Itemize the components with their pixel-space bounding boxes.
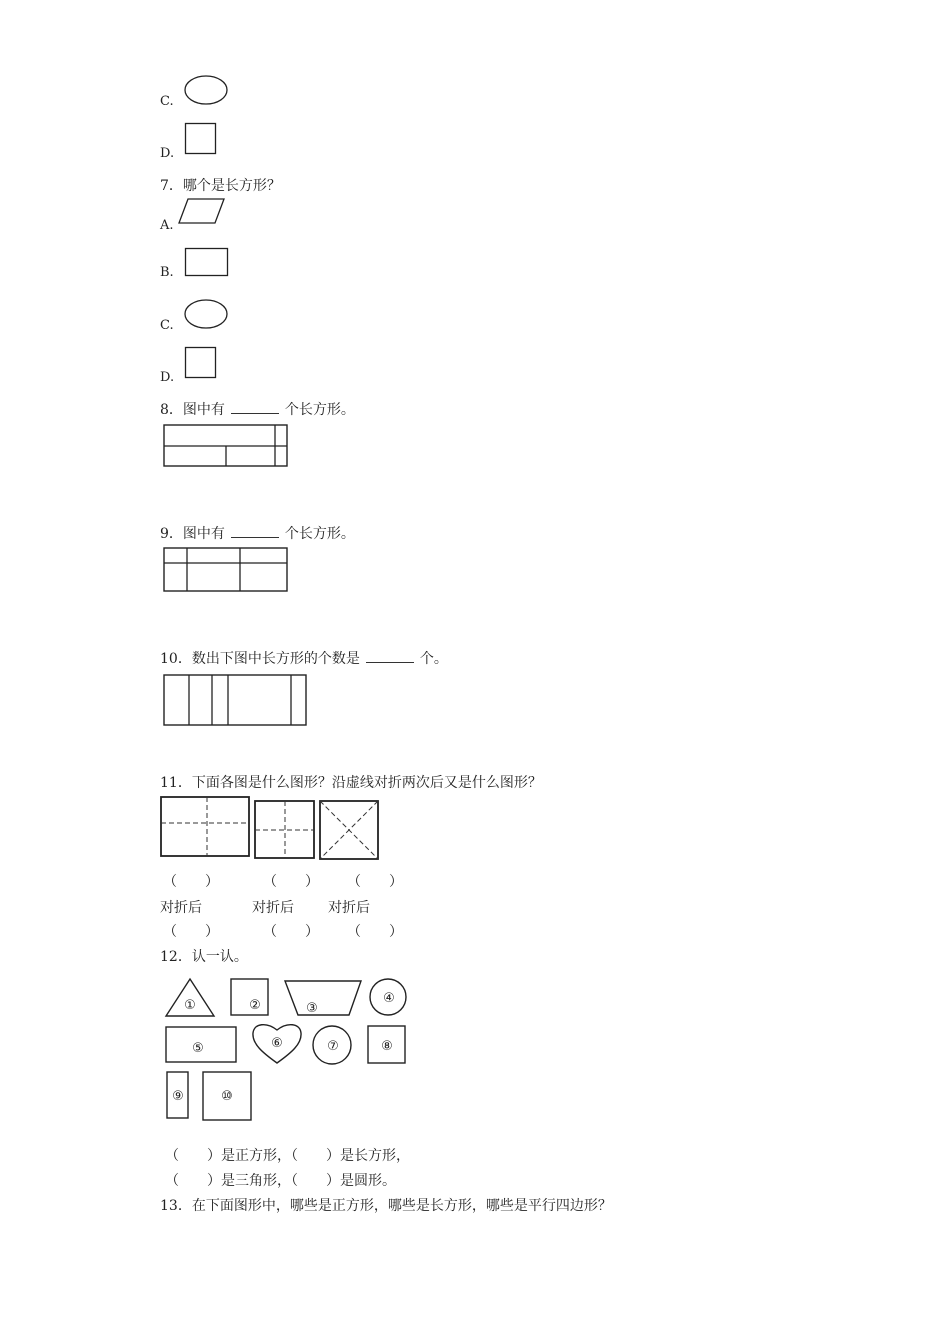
q7-question: 7．哪个是长方形？ <box>160 178 281 194</box>
q9-question <box>160 525 355 543</box>
q12-shape-9-label: ⑨ <box>172 1089 184 1104</box>
q8-figure <box>163 424 289 468</box>
q12-shape-10-label: ⑩ <box>221 1089 233 1104</box>
q7-option-b-label: B. <box>160 265 174 280</box>
q9-suffix: 个长方形。 <box>284 526 355 542</box>
q13-question: 13．在下面图形中，哪些是正方形，哪些是长方形，哪些是平行四边形？ <box>160 1198 612 1214</box>
q12-question: 12．认一认。 <box>160 949 248 965</box>
q11-answer-paren-1[interactable]: （ ） <box>163 874 219 890</box>
q11-fold-paren-3[interactable]: （ ） <box>347 924 403 940</box>
q10-prefix: 10．数出下图中长方形的个数是 <box>160 651 360 667</box>
q7-option-d-label: D. <box>160 370 175 385</box>
q12-answer-line-2[interactable]: （ ）是三角形，（ ）是圆形。 <box>165 1173 396 1189</box>
q7-option-d-square <box>185 347 217 379</box>
q12-shape-6-label: ⑥ <box>271 1036 283 1051</box>
q11-fold-paren-1[interactable]: （ ） <box>163 924 219 940</box>
q11-figure-square-cross <box>254 800 316 860</box>
q12-shape-7-label: ⑦ <box>327 1039 339 1054</box>
q12-shapes <box>160 976 420 1122</box>
q11-after-fold-3: 对折后 <box>328 900 370 916</box>
q7-option-c-ellipse <box>185 299 230 331</box>
q11-fold-paren-2[interactable]: （ ） <box>263 924 319 940</box>
q12-shape-2-label: ② <box>249 998 261 1013</box>
q9-prefix: 9．图中有 <box>160 526 225 542</box>
q12-shape-4-label: ④ <box>383 991 395 1006</box>
q11-figure-square-diagonal <box>319 800 381 861</box>
q6-option-c-label: C. <box>160 94 174 109</box>
q7-option-a-parallelogram <box>178 198 226 226</box>
q12-shape-5-label: ⑤ <box>192 1041 204 1056</box>
q6-option-c-ellipse <box>185 75 230 107</box>
q12-shape-1-label: ① <box>184 998 196 1013</box>
q9-figure <box>163 547 289 593</box>
q11-after-fold-1: 对折后 <box>160 900 202 916</box>
q7-option-a-label: A. <box>160 218 174 233</box>
q10-answer-blank[interactable] <box>366 650 414 663</box>
q9-answer-blank[interactable] <box>231 525 279 538</box>
q11-answer-paren-2[interactable]: （ ） <box>263 874 319 890</box>
q8-suffix: 个长方形。 <box>284 402 355 418</box>
q12-shape-3-label: ③ <box>306 1001 318 1016</box>
q8-prefix: 8．图中有 <box>160 402 225 418</box>
q11-after-fold-2: 对折后 <box>252 900 294 916</box>
q12-answer-line-1[interactable]: （ ）是正方形，（ ）是长方形， <box>165 1148 410 1164</box>
q6-option-d-square <box>185 123 217 155</box>
q7-option-b-rectangle <box>185 248 229 278</box>
q10-figure <box>163 674 309 728</box>
q6-option-d-label: D. <box>160 146 175 161</box>
q12-shape-3-trapezoid <box>285 981 361 1015</box>
q8-question <box>160 401 355 419</box>
q11-answer-paren-3[interactable]: （ ） <box>347 874 403 890</box>
q8-answer-blank[interactable] <box>231 401 279 414</box>
q11-question: 11．下面各图是什么图形？沿虚线对折两次后又是什么图形？ <box>160 775 542 791</box>
q10-suffix: 个。 <box>419 651 448 667</box>
q11-figure-rectangle <box>160 796 252 858</box>
q7-option-c-label: C. <box>160 318 174 333</box>
q12-shape-8-label: ⑧ <box>381 1039 393 1054</box>
q10-question <box>160 650 448 668</box>
